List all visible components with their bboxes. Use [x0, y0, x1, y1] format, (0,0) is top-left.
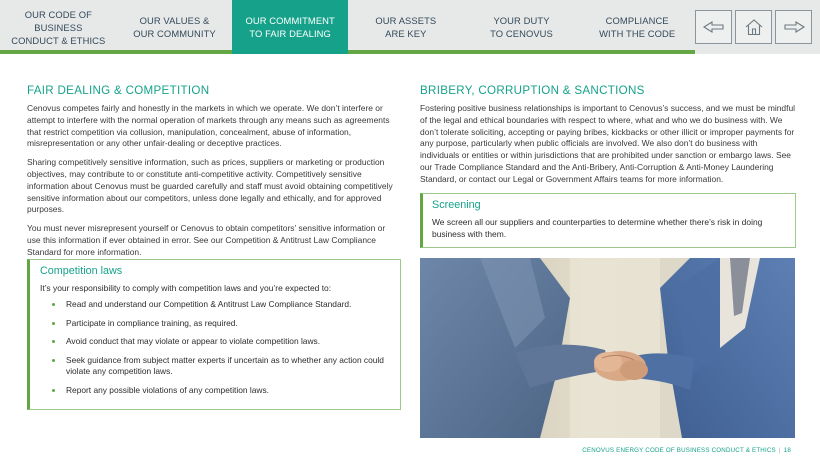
- tab-duty[interactable]: YOUR DUTY TO CENOVUS: [464, 0, 580, 54]
- bullet-dot-icon: [52, 389, 55, 392]
- fair-dealing-paragraph-2: Sharing competitively sensitive information, such as prices, suppliers or marketing or production objectives, may contribute to or constitute anti-competitive activity. Competitively sensitive information about Cenovus must be guarded carefully and staff must avoid obtaining competitively sensitive information about our competitors, unless done legally and ethically, and for approved purposes.: [27, 157, 393, 215]
- screening-title: Screening: [432, 199, 481, 211]
- bullet-dot-icon: [52, 303, 55, 306]
- top-navigation: [0, 0, 820, 54]
- handshake-photo: [420, 258, 795, 438]
- home-button[interactable]: [735, 10, 772, 44]
- handshake-illustration: [420, 258, 795, 438]
- fair-dealing-section: [27, 84, 401, 266]
- fair-dealing-paragraph-1: Cenovus competes fairly and honestly in the markets in which we operate. We don’t interfere or attempt to interfere with the normal operation of markets through any means such as agreements that restrict competition via collusion, manipulation, concealment, abuse of information, misrepresentation or any other unfair-dealing or deceptive practices.: [27, 103, 390, 149]
- list-item: Report any possible violations of any competition laws.: [40, 385, 390, 397]
- page-number: 18: [783, 447, 791, 454]
- tab-compliance[interactable]: COMPLIANCE WITH THE CODE: [579, 0, 695, 54]
- competition-laws-list: [40, 299, 390, 396]
- screening-box: [420, 193, 796, 248]
- tab-assets[interactable]: OUR ASSETS ARE KEY: [348, 0, 464, 54]
- bullet-dot-icon: [52, 340, 55, 343]
- competition-laws-box: [27, 259, 401, 410]
- home-icon: [744, 18, 764, 36]
- list-item: Avoid conduct that may violate or appear to violate competition laws.: [40, 336, 390, 348]
- bribery-paragraph: Fostering positive business relationships is important to Cenovus’s success, and we must be mindful of the legal and ethical boundaries with respect to where, what and who we do business with. We don’t tolerate soliciting, accepting or paying bribes, kickbacks or other illicit or improper payments for any purpose, particularly when public officials are involved. We also don’t do business with individuals or entities or within jurisdictions that are prohibited under sanction or embargo laws. See our Trade Compliance Standard and the Anti-Bribery, Anti-Corruption & Anti-Money Laundering Standard, or contact our Legal or Government Affairs teams for more information.: [420, 103, 796, 184]
- competition-laws-title: Competition laws: [40, 265, 123, 277]
- screening-text: We screen all our suppliers and counterparties to determine whether there’s risk in doing business with them.: [432, 217, 763, 239]
- bullet-dot-icon: [52, 322, 55, 325]
- fair-dealing-paragraph-3: You must never misrepresent yourself or Cenovus to obtain competitors’ sensitive information or use this information if ever obtained in error. See our Competition & Antitrust Law Compliance Standard for more information.: [27, 223, 386, 257]
- forward-button[interactable]: [775, 10, 812, 44]
- forward-arrow-icon: [783, 20, 805, 34]
- bribery-heading: BRIBERY, CORRUPTION & SANCTIONS: [420, 84, 645, 97]
- bullet-dot-icon: [52, 359, 55, 362]
- footer-title: CENOVUS ENERGY CODE OF BUSINESS CONDUCT & ETHICS: [582, 447, 776, 454]
- nav-button-group: [695, 0, 820, 54]
- back-button[interactable]: [695, 10, 732, 44]
- back-arrow-icon: [703, 20, 725, 34]
- footer-separator: |: [778, 447, 781, 454]
- tab-fair-dealing[interactable]: OUR COMMITMENT TO FAIR DEALING: [232, 0, 348, 54]
- page-footer: [582, 447, 791, 454]
- fair-dealing-heading: FAIR DEALING & COMPETITION: [27, 84, 210, 97]
- bribery-section: [420, 84, 796, 193]
- list-item: Participate in compliance training, as required.: [40, 318, 390, 330]
- list-item: Read and understand our Competition & Antitrust Law Compliance Standard.: [40, 299, 390, 311]
- competition-laws-intro: It’s your responsibility to comply with competition laws and you’re expected to:: [40, 283, 332, 293]
- tab-values-community[interactable]: OUR VALUES & OUR COMMUNITY: [117, 0, 233, 54]
- list-item: Seek guidance from subject matter experts if uncertain as to whether any action could violate any competition laws.: [40, 355, 390, 378]
- tab-code-of-business-conduct[interactable]: OUR CODE OF BUSINESS CONDUCT & ETHICS: [0, 0, 117, 54]
